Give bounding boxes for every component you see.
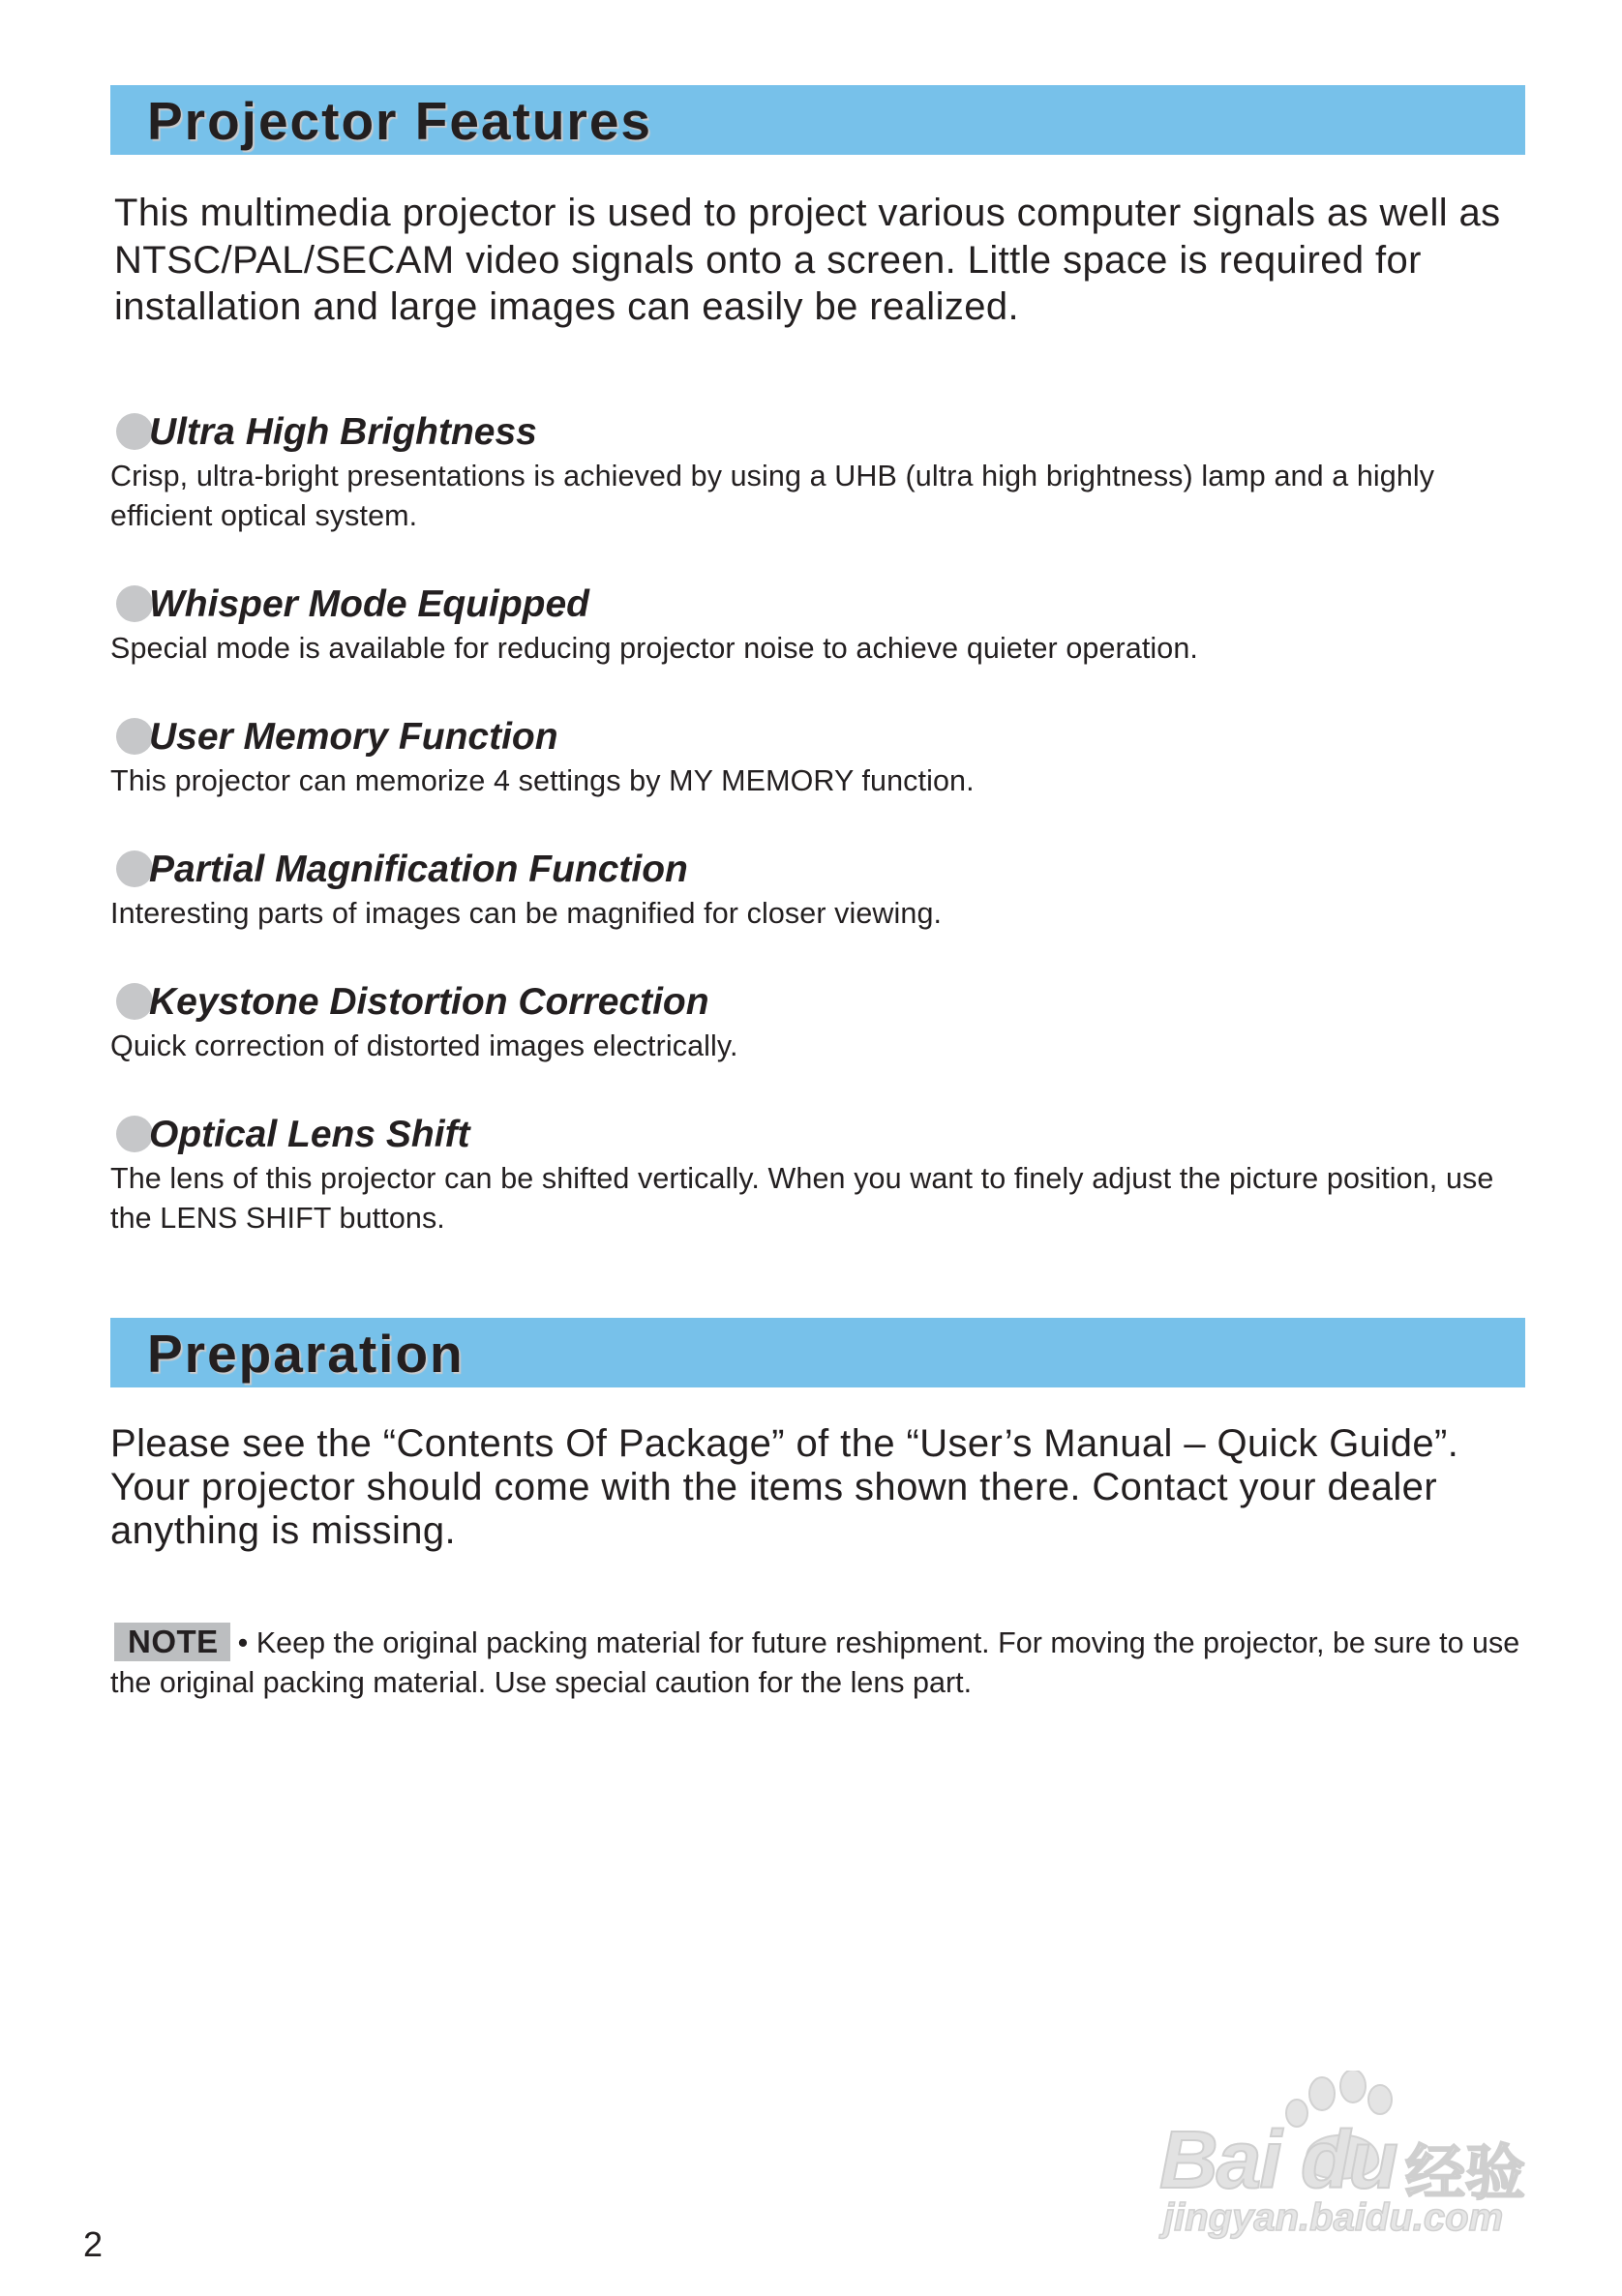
- note-badge: NOTE: [114, 1623, 230, 1661]
- watermark-url: jingyan.baidu.com: [1163, 2196, 1504, 2239]
- note-block: [110, 1623, 1543, 1703]
- feature-item: [110, 713, 1543, 801]
- feature-title: [110, 978, 1543, 1027]
- note-text: • Keep the original packing material for future reshipment. For moving the projector, be sure to use the original packing material. Use special caution for the lens part.: [110, 1626, 1520, 1699]
- feature-item: [110, 846, 1543, 934]
- feature-description: Special mode is available for reducing projector noise to achieve quieter operation.: [110, 632, 1199, 665]
- feature-description: This projector can memorize 4 settings by MY MEMORY function.: [110, 764, 975, 797]
- watermark-chinese-text: 经验: [1405, 2140, 1526, 2207]
- bullet-circle-icon: [116, 850, 153, 887]
- feature-title-text: User Memory Function: [149, 716, 558, 758]
- feature-title-text: Partial Magnification Function: [149, 849, 688, 890]
- bullet-circle-icon: [116, 1116, 153, 1152]
- page-number: 2: [83, 2224, 104, 2264]
- feature-title-text: Whisper Mode Equipped: [149, 583, 589, 625]
- bullet-circle-icon: [116, 983, 153, 1020]
- bullet-circle-icon: [116, 413, 153, 450]
- feature-description: The lens of this projector can be shifted vertically. When you want to finely adjust the picture position, use the LENS SHIFT buttons.: [110, 1162, 1494, 1235]
- feature-title: [110, 1111, 1543, 1159]
- feature-title-text: Optical Lens Shift: [149, 1114, 470, 1155]
- section-heading-band-preparation: [110, 1318, 1525, 1387]
- feature-description: Quick correction of distorted images electrically.: [110, 1029, 738, 1062]
- features-intro-paragraph: This multimedia projector is used to project various computer signals as well as NTSC/PAL/SECAM video signals onto a screen. Little space is required for installation and large images can easily be realized.: [114, 192, 1501, 328]
- feature-title-text: Ultra High Brightness: [149, 411, 537, 453]
- preparation-intro-paragraph: Please see the “Contents Of Package” of the “User’s Manual – Quick Guide”. Your projector should come with the items shown there. Contact your dealer anything is missing.: [110, 1422, 1459, 1552]
- feature-item: [110, 1111, 1543, 1238]
- feature-title: [110, 713, 1543, 761]
- heading-preparation: Preparation: [147, 1324, 465, 1384]
- watermark-brand: Bai du: [1159, 2114, 1397, 2205]
- feature-item: [110, 978, 1543, 1066]
- feature-title: [110, 846, 1543, 894]
- section-heading-band-features: [110, 85, 1525, 155]
- bullet-circle-icon: [116, 585, 153, 622]
- feature-description: Crisp, ultra-bright presentations is achieved by using a UHB (ultra high brightness) lamp and a highly efficient optical system.: [110, 460, 1435, 532]
- feature-item: [110, 581, 1543, 669]
- feature-title: [110, 581, 1543, 629]
- heading-projector-features: Projector Features: [147, 91, 653, 151]
- feature-description: Interesting parts of images can be magnified for closer viewing.: [110, 897, 943, 930]
- watermark-logo: [1152, 2071, 1558, 2245]
- feature-item: [110, 408, 1543, 536]
- bullet-circle-icon: [116, 718, 153, 755]
- feature-title-text: Keystone Distortion Correction: [149, 981, 709, 1023]
- feature-title: [110, 408, 1543, 457]
